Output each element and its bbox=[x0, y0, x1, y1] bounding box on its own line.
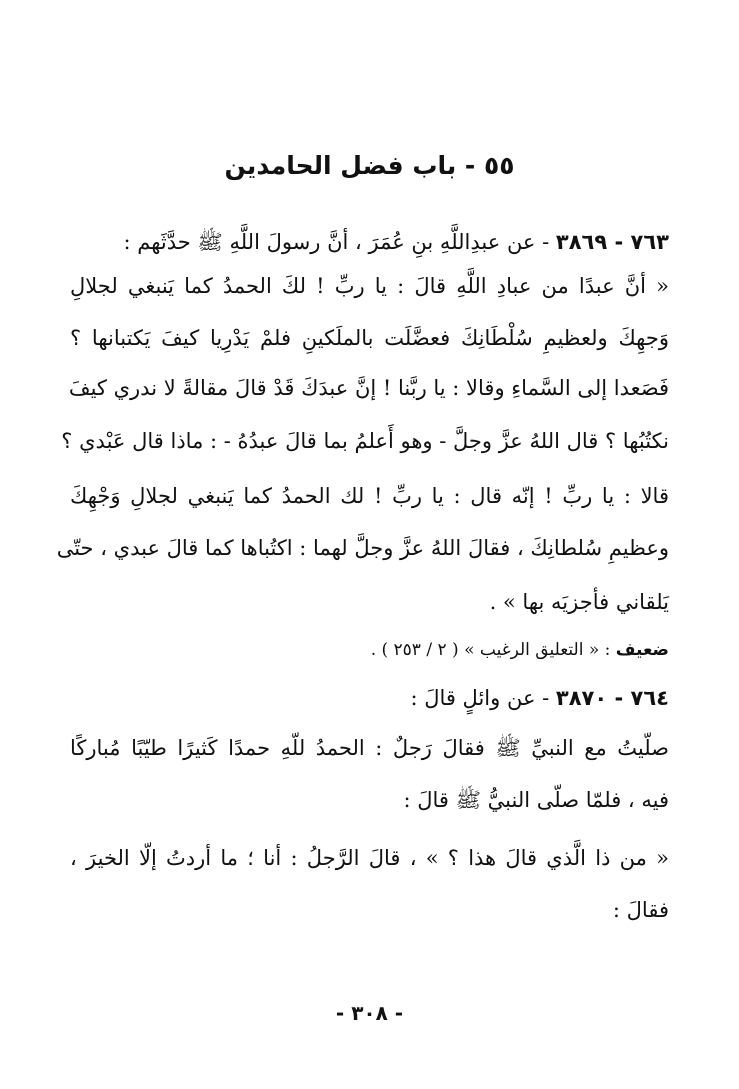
hadith-763-line-7: يَلقاني فأجزيَه بها » . bbox=[489, 590, 669, 614]
hadith-764-line-4: فقالَ : bbox=[612, 898, 669, 922]
hadith-763-line-3: فَصَعدا إلى السَّماءِ وقالا : يا ربَّنا ! إنَّ عبدَكَ قَدْ قالَ مقالةً لا ندري كيفَ bbox=[68, 376, 669, 400]
page-number: - ٣٠٨ - bbox=[335, 1001, 404, 1025]
hadith-763-line-5: قالا : يا ربِّ ! إنّه قال : يا ربِّ ! لك الحمدُ كما يَنبغي لجلالِ وَجْهِكَ bbox=[70, 484, 669, 508]
hadith-764-line-3: « من ذا الَّذي قالَ هذا ؟ » ، قالَ الرَّجلُ : أنا ؛ ما أردتُ إلّا الخيرَ ، bbox=[70, 846, 669, 870]
hadith-763-header bbox=[70, 224, 669, 264]
grade-label: ضعيف bbox=[615, 640, 669, 660]
hadith-764-line-2: فيه ، فلمّا صلّى النبيُّ ﷺ قالَ : bbox=[403, 788, 669, 812]
hadith-763-line-4: نكتُبُها ؟ قال اللهُ عزَّ وجلَّ - وهو أَعلمُ بما قالَ عبدُهُ - : ماذا قال عَبْدي ؟ bbox=[61, 429, 669, 453]
hadith-764-isnad: - عن وائلٍ قالَ : bbox=[410, 686, 556, 710]
hadith-764-line-1: صلّيتُ مع النبيِّ ﷺ فقالَ رَجلٌ : الحمدُ للّهِ حمدًا كَثيرًا طيّبًا مُباركًا bbox=[70, 736, 669, 760]
hadith-764-header bbox=[70, 680, 669, 720]
hadith-763-line-2: وَجهِكَ ولعظيمِ سُلْطَانِكَ فعضَّلَت بالملَكينِ فلمْ يَدْرِيا كيفَ يَكتبانها ؟ bbox=[70, 326, 669, 350]
hadith-764-number: ٧٦٤ - ٣٨٧٠ bbox=[555, 686, 669, 710]
chapter-title: ٥٥ - باب فضل الحامدين bbox=[224, 151, 515, 180]
hadith-763-isnad: - عن عبدِاللَّهِ بنِ عُمَرَ ، أنَّ رسولَ اللَّهِ ﷺ حدَّثَهم : bbox=[123, 230, 556, 254]
hadith-763-line-6: وعظيمِ سُلطانِكَ ، فقالَ اللهُ عزَّ وجلَّ لهما : اكتُباها كما قالَ عبدي ، حتّى bbox=[56, 536, 669, 560]
grade-reference: : « التعليق الرغيب » ( ٢ / ٢٥٣ ) . bbox=[370, 640, 616, 660]
hadith-763-grade bbox=[70, 632, 669, 672]
hadith-763-line-1: « أنَّ عبدًا من عبادِ اللَّهِ قالَ : يا ربِّ ! لكَ الحمدُ كما يَنبغي لجلالِ bbox=[70, 274, 669, 298]
hadith-763-number: ٧٦٣ - ٣٨٦٩ bbox=[555, 230, 669, 254]
